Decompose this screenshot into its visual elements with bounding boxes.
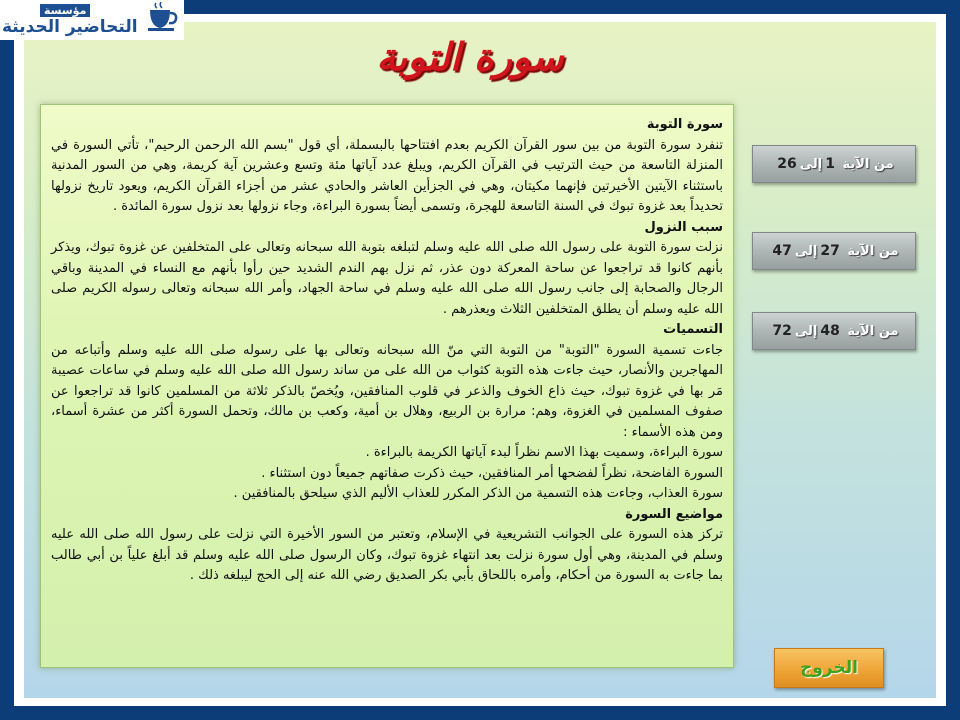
section-paragraph: نزلت سورة التوبة على رسول الله صلى الله عليه وسلم لتبلغه بتوبة الله سبحانه وتعالى على المتخلفين عن غزوة تبوك، ويذكر بأنهم كانوا قد تراجعوا عن ساحة المعركة دون عذر، ثم نزل بهم الندم الشديد حين رأوا بأنهم مع النساء في المدينة وباقي الرجال والصحابة إلى جانب رسول الله صلى الله عليه وسلم في ساحة الجهاد، وأمر الله سبحانه وتعالى رسوله الكريم صلى الله عليه وسلم أن يطلق المتخلفين الثلاث ويعذرهم . (51, 240, 723, 317)
section-paragraph: تنفرد سورة التوبة من بين سور القرآن الكريم بعدم افتتاحها بالبسملة، أي قول "بسم الله الرحمن الرحيم"، تأتي السورة في المنزلة التاسعة من حيث الترتيب في القرآن الكريم، ويبلغ عدد آياتها مئة وتسع وعشرين آية كريمة، وهي من السور المدنية باستثناء الآيتين الأخيرتين فإنهما مكيتان، وهي في الجزأين العاشر والحادي عشر من أجزاء القرآن الكريم، ويعود تاريخ نزولها تحديداً بعد غزوة تبوك في السنة التاسعة للهجرة، وتسمى أيضاً بسورة البراءة، وجاء نزولها بعد نزول سورة المائدة . (51, 137, 723, 214)
nav-to: 26 (777, 156, 797, 172)
section-paragraph: سورة العذاب، وجاءت هذه التسمية من الذكر المكرر للعذاب الأليم الذي سيلحق بالمنافقين . (233, 486, 723, 501)
section-paragraph: جاءت تسمية السورة "التوبة" من التوبة التي منّ الله سبحانه وتعالى بها على رسوله صلى الله عليه وسلم وأتباعه من المهاجرين والأنصار، حيث جاءت هذه التوبة كثواب من الله على من ساند رسول الله صلى الله عليه وسلم في ساعات عصيبة مَر بها في غزوة تبوك، حيث ذاع الخوف والذعر في قلوب المنافقين، ويُخصّ بالذكر ثلاثة من المسلمين كانوا قد تراجعوا عن صفوف المسلمين في الغزوة، وهم: مرارة بن الربيع، وهلال بن أمية، وكعب بن مالك، وتحمل السورة أكثر من عشرة أسماء، ومن هذه الأسماء : (51, 342, 723, 440)
nav-button-verses-27-47[interactable] (752, 232, 916, 270)
page-title: سورة التوبة (376, 34, 564, 79)
nav-sep: إلى (799, 156, 823, 172)
nav-to: 72 (772, 323, 792, 339)
nav-prefix: من الآية (842, 156, 894, 172)
nav-sep: إلى (794, 243, 818, 259)
logo-cup-icon (146, 2, 180, 32)
section-paragraph: سورة البراءة، وسميت بهذا الاسم نظراً لبدء آياتها الكريمة بالبراءة . (365, 445, 723, 460)
publisher-logo (0, 0, 184, 40)
exit-button[interactable]: الخروج (774, 648, 884, 688)
nav-prefix: من الآية (847, 323, 899, 339)
section-heading: سبب النزول (644, 219, 723, 235)
nav-sep: إلى (794, 323, 818, 339)
nav-from: 27 (820, 243, 840, 259)
nav-prefix: من الآية (847, 243, 899, 259)
section-heading: مواضيع السورة (625, 506, 723, 522)
nav-from: 48 (820, 323, 840, 339)
section-heading: سورة التوبة (646, 117, 723, 132)
logo-main-text: التحاضير الحديثة (2, 17, 138, 37)
nav-button-verses-48-72[interactable] (752, 312, 916, 350)
nav-from: 1 (825, 156, 836, 172)
section-paragraph: السورة الفاضحة، نظراً لفضحها أمر المنافقين، حيث ذكرت صفاتهم جميعاً دون استثناء . (261, 465, 723, 481)
nav-button-verses-1-26[interactable] (752, 145, 916, 183)
nav-to: 47 (772, 243, 792, 259)
logo-top-text: مؤسسة (40, 4, 90, 17)
section-paragraph: تركز هذه السورة على الجوانب التشريعية في الإسلام، وتعتبر من السور الأخيرة التي نزلت على رسول الله صلى الله عليه وسلم في المدينة، وهي أول سورة نزلت بعد انتهاء غزوة تبوك، وكان الرسول صلى الله عليه وسلم قد أبلغ علياً بن أبي طالب بما جاءت به السورة من أحكام، وأمره باللحاق بأبي بكر الصديق رضي الله عنه إلى الحج ليبلغه ذلك . (51, 527, 723, 583)
content-panel (40, 104, 734, 668)
section-heading: التسميات (663, 322, 723, 337)
